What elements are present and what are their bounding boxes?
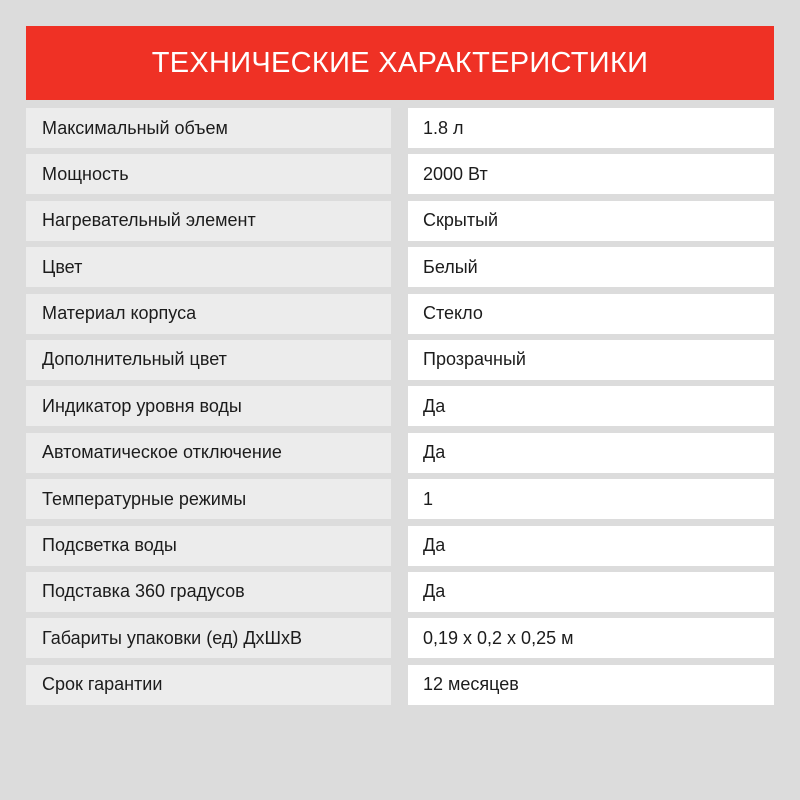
spec-value: Да [408,386,774,426]
spec-value: Скрытый [408,201,774,241]
spec-row [26,665,774,705]
spec-value: Белый [408,247,774,287]
spec-row [26,386,774,426]
spec-label: Цвет [26,247,391,287]
spec-label: Подсветка воды [26,526,391,566]
spec-value: 0,19 х 0,2 х 0,25 м [408,618,774,658]
spec-row [26,108,774,148]
spec-label: Габариты упаковки (ед) ДхШхВ [26,618,391,658]
spec-label: Мощность [26,154,391,194]
spec-label: Материал корпуса [26,294,391,334]
spec-label: Нагревательный элемент [26,201,391,241]
spec-value: Прозрачный [408,340,774,380]
spec-label: Срок гарантии [26,665,391,705]
spec-row [26,201,774,241]
spec-label: Температурные режимы [26,479,391,519]
spec-value: Да [408,433,774,473]
spec-label: Дополнительный цвет [26,340,391,380]
spec-row [26,340,774,380]
page-title: ТЕХНИЧЕСКИЕ ХАРАКТЕРИСТИКИ [151,46,649,79]
spec-value: 1.8 л [408,108,774,148]
spec-table [26,108,774,705]
spec-label: Подставка 360 градусов [26,572,391,612]
spec-label: Максимальный объем [26,108,391,148]
spec-row [26,479,774,519]
spec-label: Индикатор уровня воды [26,386,391,426]
spec-value: 2000 Вт [408,154,774,194]
spec-row [26,154,774,194]
spec-row [26,572,774,612]
spec-value: Да [408,526,774,566]
spec-row [26,294,774,334]
spec-card [26,26,774,711]
spec-row [26,618,774,658]
spec-label: Автоматическое отключение [26,433,391,473]
spec-value: Да [408,572,774,612]
spec-value: 12 месяцев [408,665,774,705]
spec-value: Стекло [408,294,774,334]
spec-row [26,433,774,473]
spec-row [26,247,774,287]
spec-value: 1 [408,479,774,519]
spec-row [26,526,774,566]
spec-header [26,26,774,100]
